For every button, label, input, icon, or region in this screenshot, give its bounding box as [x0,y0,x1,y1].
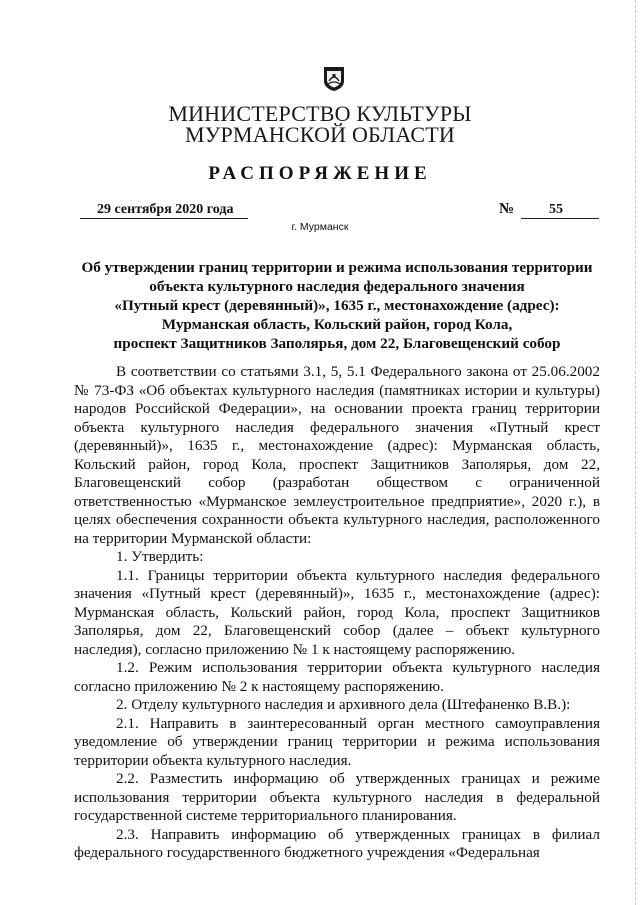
number-label: № [499,201,515,217]
document-date: 29 сентября 2020 года [97,202,234,217]
document-title-line: проспект Защитников Заполярья, дом 22, Благовещенский собор [113,335,561,352]
clause-paragraph: 2. Отделу культурного наследия и архивного дела (Штефаненко В.В.): [116,696,571,713]
clause-paragraph: 2.1. Направить в заинтересованный орган местного самоуправления уведомление об утверждении границ территории и режима использования территории объекта культурного наследия. [74,714,600,769]
document-type-heading: РАСПОРЯЖЕНИЕ [208,163,432,184]
clause-paragraph: 1.2. Режим использования территории объекта культурного наследия согласно приложению № 2 к настоящему распоряжению. [74,659,600,695]
date-underline [80,218,248,219]
document-title-line: Мурманская область, Кольский район, город Кола, [161,316,513,333]
document-title-line: Об утверждении границ территории и режима использования территории [81,259,593,276]
document-body [74,363,600,863]
document-number: 55 [549,202,563,217]
preamble-paragraph: В соответствии со статьями 3.1, 5, 5.1 Федерального закона от 25.06.2002 № 73-ФЗ «Об объектах культурного наследия (памятниках истории и культуры) народов Российской Федерации», на основании проекта границ территории объекта культурного наследия федерального значения «Путный крест (деревянный)», 1635 г., местонахождение (адрес): Мурманская область, Кольский район, город Кола, проспект Защитников Заполярья, дом 22, Благовещенский собор (разработан обществом с ограниченной ответственностью «Мурманское землеустроительное предприятие», 2020 г.), в целях обеспечения сохранности объекта культурного наследия, расположенного на территории Мурманской области: [74,363,600,547]
clause-paragraph: 2.2. Разместить информацию об утвержденных границах и режиме использования территории объекта культурного наследия в федеральной государственной системе территориального планирования. [74,770,600,824]
agency-name-line-1: МИНИСТЕРСТВО КУЛЬТУРЫ [168,101,472,126]
clause-paragraph: 1.1. Границы территории объекта культурного наследия федерального значения «Путный крест (деревянный)», 1635 г., местонахождение (адрес): Мурманская область, Кольский район, город Кола, проспект Защитников Заполярья, дом 22, Благовещенский собор (далее – объект культурного наследия), согласно приложению № 1 к настоящему распоряжению. [74,566,600,658]
number-underline [521,218,599,219]
clause-paragraph: 2.3. Направить информацию об утвержденных границах в филиал федерального государственного бюджетного учреждения «Федеральная [74,825,600,861]
agency-name-line-2: МУРМАНСКОЙ ОБЛАСТИ [184,122,456,147]
document-title-line: «Путный крест (деревянный)», 1635 г., местонахождение (адрес): [114,297,560,314]
clause-paragraph: 1. Утвердить: [116,548,204,565]
document-place: г. Мурманск [291,221,349,233]
coat-of-arms-icon [323,66,345,92]
document-title-line: объекта культурного наследия федерального значения [149,278,525,295]
